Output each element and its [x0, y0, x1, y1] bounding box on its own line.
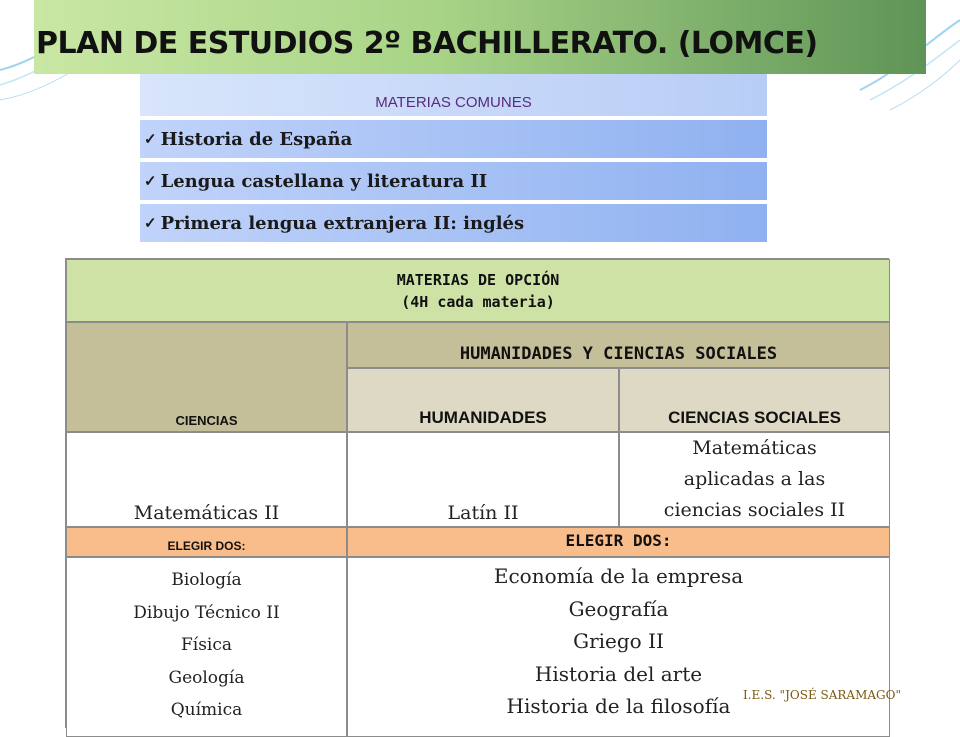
- list-item: Física: [180, 635, 233, 656]
- common-subject-label: Primera lengua extranjera II: inglés: [160, 212, 525, 234]
- options-table: [65, 258, 889, 728]
- common-subject-item: [140, 162, 767, 200]
- checkmark-icon: ✓: [144, 214, 157, 232]
- page-title: PLAN DE ESTUDIOS 2º BACHILLERATO. (LOMCE): [36, 26, 818, 61]
- list-item: Griego II: [573, 629, 664, 654]
- common-subject-item: [140, 120, 767, 158]
- macs-cell: [619, 432, 890, 527]
- elegir-dos-hcs: ELEGIR DOS:: [347, 527, 890, 557]
- macs-line: aplicadas a las: [683, 468, 826, 490]
- matematicas-ii-cell: Matemáticas II: [66, 432, 347, 527]
- options-header-title: MATERIAS DE OPCIÓN: [396, 270, 560, 289]
- common-subject-label: Historia de España: [160, 128, 353, 150]
- ciencias-elective-list: [66, 557, 347, 737]
- checkmark-icon: ✓: [144, 172, 157, 190]
- macs-line: Matemáticas: [692, 437, 817, 459]
- macs-line: ciencias sociales II: [663, 499, 846, 521]
- common-subjects-table: [140, 74, 767, 242]
- elegir-dos-ciencias: ELEGIR DOS:: [66, 527, 347, 557]
- ciencias-sociales-header: CIENCIAS SOCIALES: [619, 368, 890, 432]
- list-item: Historia de la filosofía: [506, 694, 731, 719]
- options-header: [66, 259, 890, 322]
- school-footer: I.E.S. "JOSÉ SARAMAGO": [743, 688, 901, 702]
- common-subjects-header: MATERIAS COMUNES: [140, 74, 767, 116]
- list-item: Biología: [171, 570, 242, 590]
- list-item: Geología: [168, 667, 245, 688]
- checkmark-icon: ✓: [144, 130, 157, 148]
- list-item: Economía de la empresa: [493, 564, 744, 588]
- list-item: Dibujo Técnico II: [133, 602, 280, 623]
- common-subject-item: [140, 204, 767, 242]
- list-item: Química: [170, 700, 243, 721]
- list-item: Historia del arte: [534, 661, 703, 686]
- humanidades-header: HUMANIDADES: [347, 368, 619, 432]
- latin-ii-cell: Latín II: [347, 432, 619, 527]
- options-header-subtitle: (4H cada materia): [401, 292, 555, 311]
- ciencias-header: CIENCIAS: [66, 322, 347, 432]
- common-subject-label: Lengua castellana y literatura II: [160, 170, 488, 192]
- hcs-header: HUMANIDADES Y CIENCIAS SOCIALES: [347, 322, 890, 368]
- hcs-elective-list: [347, 557, 890, 737]
- list-item: Geografía: [568, 596, 669, 621]
